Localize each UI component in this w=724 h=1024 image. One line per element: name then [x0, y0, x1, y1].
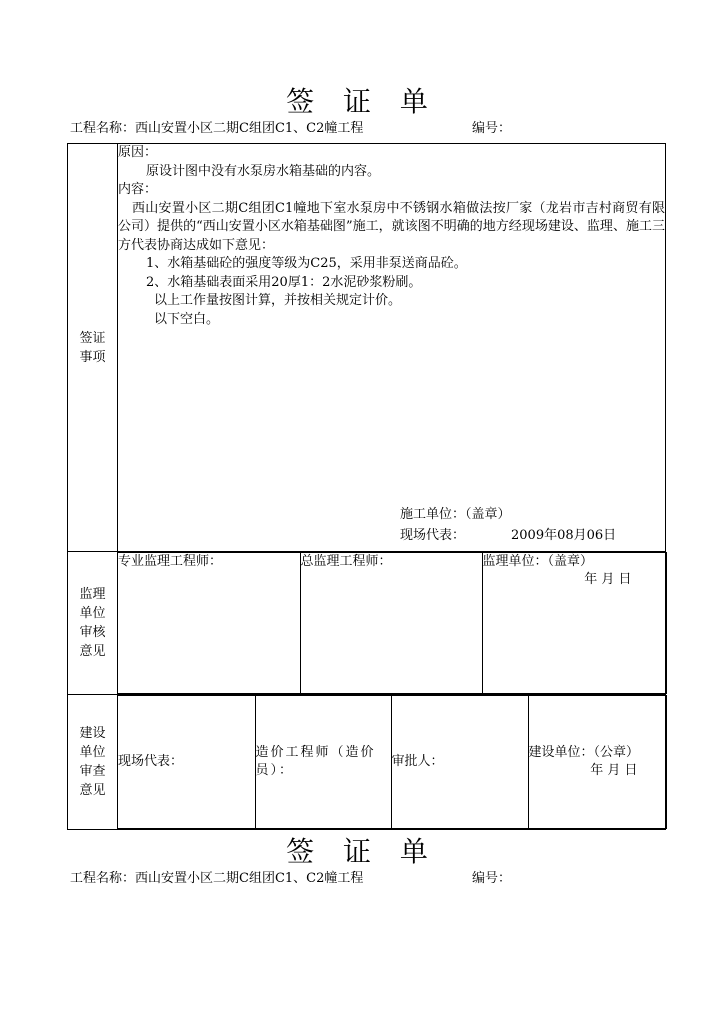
project-name-line — [70, 117, 363, 136]
document-number-label: 编号： — [472, 121, 512, 136]
visa-form-table — [67, 143, 666, 830]
content-item-2: 2、水箱基础表面采用20厚1：2水泥砂浆粉刷。 — [146, 274, 422, 290]
content-paragraph: 西山安置小区二期C组团C1幢地下室水泵房中不锈钢水箱做法按厂家（龙岩市吉村商贸有限公司）提供的“西山安置小区水箱基础图”施工，就该图不明确的地方经现场建设、监理、施工三方代表协商达成如下意见： — [118, 200, 665, 253]
supervision-engineer-cell — [118, 553, 300, 694]
owner-site-rep-cell — [118, 696, 255, 829]
footer-project-name-line — [70, 867, 363, 886]
supervision-engineer-label: 专业监理工程师： — [118, 554, 223, 569]
document-title: 签 证 单 — [286, 85, 438, 118]
supervision-content-cell — [118, 552, 666, 695]
supervision-unit-cell — [482, 553, 666, 694]
reason-text: 原设计图中没有水泵房水箱基础的内容。 — [146, 163, 381, 179]
owner-unit-cell — [528, 696, 666, 829]
visa-date: 2009年08月06日 — [511, 528, 617, 543]
supervision-label: 监理单位审核意见 — [79, 587, 106, 659]
contractor-site-rep-label: 现场代表： — [400, 528, 466, 543]
project-label: 工程名称： — [70, 121, 136, 136]
owner-label: 建设单位审查意见 — [79, 726, 106, 798]
supervision-inner-table — [118, 552, 667, 694]
supervision-label-cell — [68, 552, 118, 695]
reason-heading: 原因： — [118, 145, 158, 160]
content-item-1: 1、水箱基础砼的强度等级为C25，采用非泵送商品砼。 — [146, 256, 467, 271]
contractor-seal-label: 施工单位：（盖章） — [400, 507, 511, 522]
owner-row — [68, 695, 666, 830]
content-note-2: 以下空白。 — [154, 311, 220, 327]
owner-cost-engineer-label: 造价工程师（造价员）： — [255, 745, 376, 778]
contractor-site-rep-line — [400, 527, 616, 546]
footer-document-title: 签 证 单 — [286, 835, 438, 868]
footer-project-name: 西山安置小区二期C组团C1、C2幢工程 — [135, 871, 364, 886]
visa-content-cell — [118, 144, 666, 552]
owner-cost-engineer-cell — [255, 696, 391, 829]
owner-label-cell — [68, 695, 118, 830]
supervision-date-label: 年 月 日 — [584, 572, 632, 587]
project-name: 西山安置小区二期C组团C1、C2幢工程 — [135, 121, 364, 136]
owner-approver-label: 审批人： — [391, 754, 444, 769]
visa-label: 签证事项 — [79, 330, 106, 365]
supervision-chief-cell — [300, 553, 482, 694]
supervision-row — [68, 552, 666, 695]
footer-document-number-label: 编号： — [472, 871, 512, 886]
footer-project-label: 工程名称： — [70, 871, 136, 886]
visa-label-cell — [68, 144, 118, 552]
content-heading: 内容： — [118, 182, 158, 197]
owner-site-rep-label: 现场代表： — [118, 754, 184, 769]
owner-inner-table — [118, 695, 667, 829]
owner-content-cell — [118, 695, 666, 830]
supervision-chief-label: 总监理工程师： — [300, 554, 392, 569]
content-note-1: 以上工作量按图计算，并按相关规定计价。 — [154, 293, 402, 308]
owner-unit-label: 建设单位：（公章） — [528, 745, 640, 760]
owner-date-label: 年 月 日 — [590, 763, 638, 778]
visa-row — [68, 144, 666, 552]
supervision-unit-label: 监理单位：（盖章） — [482, 554, 594, 569]
owner-approver-cell — [391, 696, 528, 829]
